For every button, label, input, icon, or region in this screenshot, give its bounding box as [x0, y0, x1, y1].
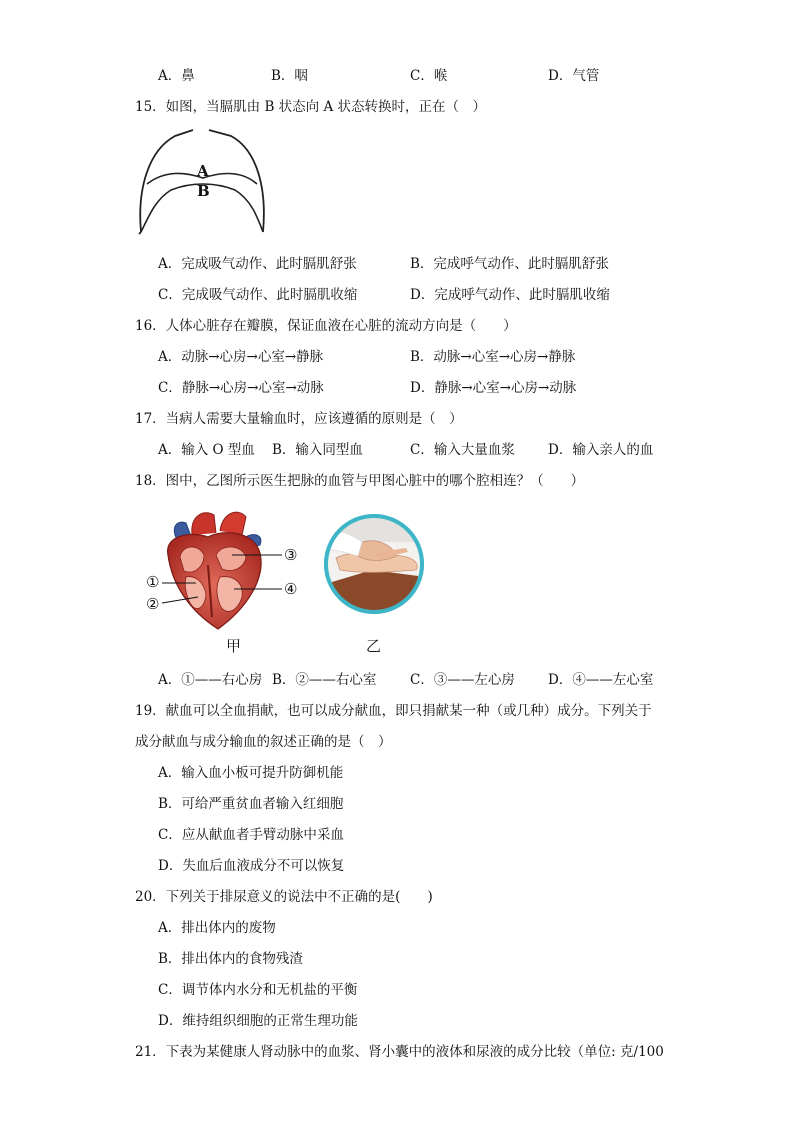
q18-label-3: ③ — [284, 546, 298, 564]
q15-option-b: B．完成呼气动作、此时膈肌舒张 — [410, 256, 609, 272]
q19-option-b: B．可给严重贫血者输入红细胞 — [158, 796, 344, 812]
q14-option-d: D．气管 — [548, 68, 600, 84]
q18-option-d: D．④——左心室 — [548, 672, 654, 688]
q18-heart-figure — [142, 505, 312, 635]
q17-stem: 17．当病人需要大量输血时，应该遵循的原则是（ ） — [135, 411, 463, 427]
q16-option-a: A．动脉→心房→心室→静脉 — [158, 349, 324, 365]
q16-option-b: B．动脉→心室→心房→静脉 — [410, 349, 576, 365]
q19-option-c: C．应从献血者手臂动脉中采血 — [158, 827, 344, 843]
q18-label-1: ① — [146, 573, 160, 591]
q18-label-4: ④ — [284, 580, 298, 598]
q18-option-a: A．①——右心房 — [158, 672, 263, 688]
q20-option-a: A．排出体内的废物 — [158, 920, 276, 936]
q19-option-a: A．输入血小板可提升防御机能 — [158, 765, 344, 781]
q18-caption-yi: 乙 — [366, 637, 382, 655]
q15-label-b: B — [197, 182, 210, 200]
q19-option-d: D．失血后血液成分不可以恢复 — [158, 858, 345, 874]
q15-stem: 15．如图，当膈肌由 B 状态向 A 状态转换时，正在（ ） — [135, 99, 487, 115]
q21-stem: 21．下表为某健康人肾动脉中的血浆、肾小囊中的液体和尿液的成分比较（单位: 克/100 — [135, 1044, 664, 1060]
q14-option-c: C．喉 — [410, 68, 448, 84]
q14-option-a: A．鼻 — [158, 68, 195, 84]
q16-stem: 16．人体心脏存在瓣膜，保证血液在心脏的流动方向是（ ） — [135, 318, 517, 334]
q18-stem: 18．图中，乙图所示医生把脉的血管与甲图心脏中的哪个腔相连？（ ） — [135, 473, 585, 489]
q16-option-d: D．静脉→心室→心房→动脉 — [410, 380, 577, 396]
q18-label-2: ② — [146, 595, 160, 613]
q18-option-b: B．②——右心室 — [272, 672, 377, 688]
q17-option-a: A．输入 O 型血 — [158, 442, 255, 458]
q14-option-b: B．咽 — [271, 68, 308, 84]
q17-option-b: B．输入同型血 — [272, 442, 363, 458]
q16-option-c: C．静脉→心房→心室→动脉 — [158, 380, 324, 396]
q20-option-b: B．排出体内的食物残渣 — [158, 951, 303, 967]
q15-diaphragm-figure — [135, 128, 270, 240]
q18-caption-jia: 甲 — [226, 637, 242, 655]
q20-option-d: D．维持组织细胞的正常生理功能 — [158, 1013, 358, 1029]
q19-stem-line2: 成分献血与成分输血的叙述正确的是（ ） — [135, 734, 392, 750]
q20-stem: 20．下列关于排尿意义的说法中不正确的是( ) — [135, 889, 433, 905]
q17-option-c: C．输入大量血浆 — [410, 442, 515, 458]
q20-option-c: C．调节体内水分和无机盐的平衡 — [158, 982, 358, 998]
q18-option-c: C．③——左心房 — [410, 672, 515, 688]
q18-pulse-photo — [322, 512, 426, 616]
q15-option-a: A．完成吸气动作、此时膈肌舒张 — [158, 256, 357, 272]
q15-option-c: C．完成吸气动作、此时膈肌收缩 — [158, 287, 358, 303]
q19-stem-line1: 19．献血可以全血捐献，也可以成分献血，即只捐献某一种（或几种）成分。下列关于 — [135, 703, 652, 719]
q17-option-d: D．输入亲人的血 — [548, 442, 654, 458]
q15-option-d: D．完成呼气动作、此时膈肌收缩 — [410, 287, 610, 303]
q15-label-a: A — [197, 162, 209, 180]
